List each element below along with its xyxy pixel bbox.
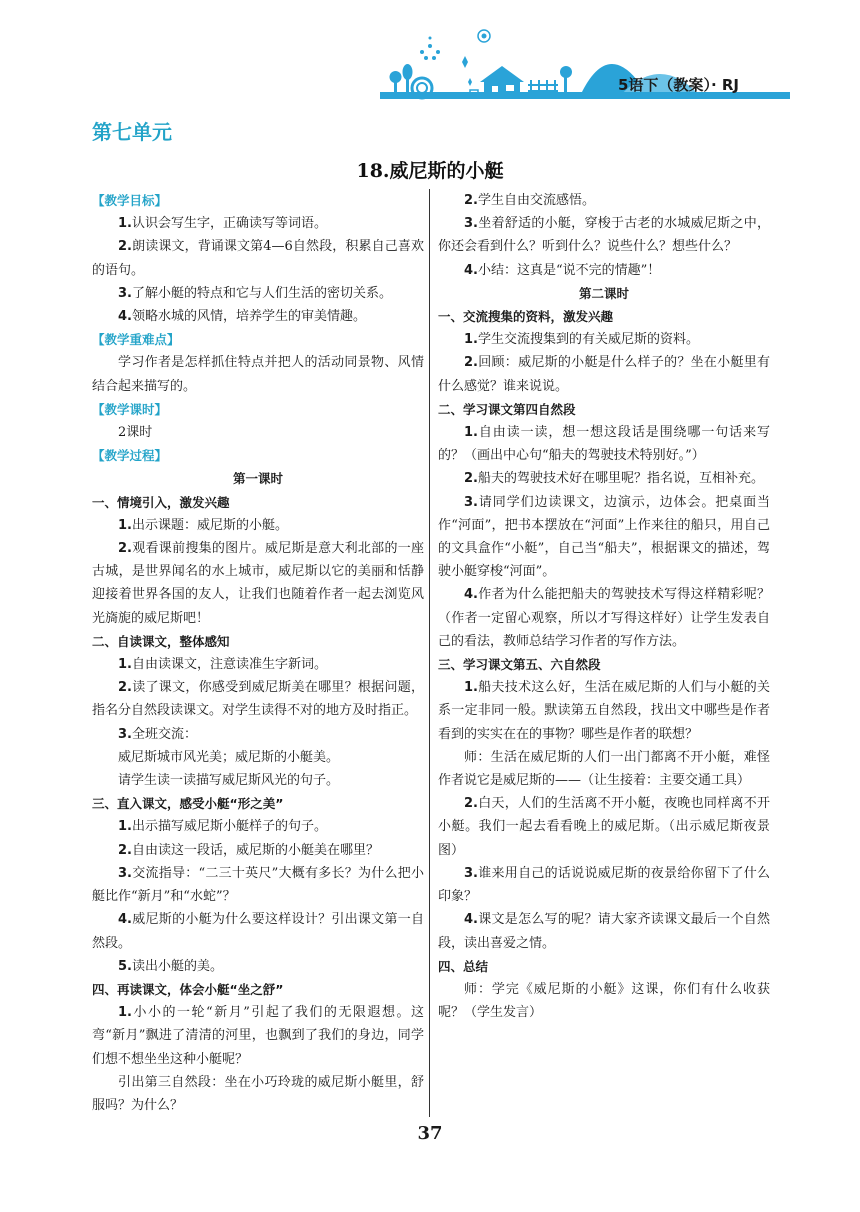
paragraph-text: 读了课文，你感受到威尼斯美在哪里？根据问题，指名分自然段读课文。对学生读得不对的地方及时指正。 — [92, 680, 424, 719]
item-number: 1. — [118, 657, 132, 673]
paragraph-text: 交流指导：“二三十英尺”大概有多长？为什么把小艇比作“新月”和“水蛇”？ — [92, 865, 424, 905]
paragraph — [92, 769, 424, 792]
paragraph-text: 读出小艇的美。 — [131, 958, 223, 974]
section-tag: 【教学重难点】 — [92, 332, 180, 348]
paragraph — [92, 955, 424, 978]
paragraph — [438, 908, 770, 954]
left-column — [92, 189, 424, 1117]
paragraph — [92, 537, 424, 630]
page-number: 37 — [417, 1123, 443, 1144]
paragraph — [438, 862, 770, 908]
lesson-title: 18.威尼斯的小艇 — [356, 160, 504, 182]
paragraph — [438, 746, 770, 792]
section-heading: 四、总结 — [438, 958, 489, 974]
paragraph — [438, 212, 770, 258]
paragraph-text: 师：学完《威尼斯的小艇》这课，你们有什么收获呢？（学生发言） — [438, 981, 770, 1021]
item-number: 1. — [118, 216, 132, 232]
paragraph-text: 学生自由交流感悟。 — [477, 193, 595, 208]
paragraph — [438, 351, 770, 397]
item-number: 2. — [118, 680, 132, 696]
paragraph-text: 引出第三自然段：坐在小巧玲珑的威尼斯小艇里，舒服吗？为什么？ — [92, 1074, 424, 1113]
item-number: 3. — [118, 285, 132, 301]
paragraph — [92, 908, 424, 954]
item-number: 2. — [464, 193, 478, 208]
paragraph-text: 学习作者是怎样抓住特点并把人的活动同景物、风情结合起来描写的。 — [92, 355, 424, 394]
paragraph — [438, 421, 770, 467]
paragraph — [92, 351, 424, 397]
header-label: 5语下（教案）· RJ — [618, 76, 739, 94]
paragraph — [92, 746, 424, 769]
item-number: 4. — [118, 912, 132, 928]
paragraph — [92, 815, 424, 838]
section-heading: 二、学习课文第四自然段 — [438, 401, 576, 417]
item-number: 4. — [118, 309, 132, 325]
paragraph-text: 2课时 — [118, 425, 153, 441]
item-number: 2. — [118, 239, 132, 255]
item-number: 1. — [118, 517, 132, 533]
unit-title: 第七单元 — [92, 120, 172, 144]
paragraph-text: 领略水城的风情，培养学生的审美情趣。 — [131, 309, 366, 325]
section-tag: 【教学课时】 — [92, 401, 168, 417]
item-number: 3. — [118, 726, 132, 742]
section-heading: 一、情境引入，激发兴趣 — [92, 494, 230, 510]
section-heading: 一、交流搜集的资料，激发兴趣 — [438, 309, 614, 325]
section-heading: 四、再读课文，体会小艇“坐之舒” — [92, 981, 284, 997]
paragraph-text: 威尼斯城市风光美；威尼斯的小艇美。 — [118, 749, 340, 765]
paragraph-text: 威尼斯的小艇为什么要这样设计？引出课文第一自然段。 — [92, 912, 424, 951]
item-number: 3. — [464, 865, 478, 881]
paragraph-text: 了解小艇的特点和它与人们生活的密切关系。 — [131, 285, 392, 301]
paragraph — [438, 467, 770, 490]
item-number: 1. — [464, 332, 478, 348]
item-number: 5. — [118, 958, 132, 974]
paragraph-text: 请学生读一读描写威尼斯风光的句子。 — [118, 773, 340, 789]
paragraph — [438, 189, 770, 212]
paragraph-text: 船夫的驾驶技术好在哪里呢？指名说，互相补充。 — [477, 471, 764, 487]
section-heading: 三、学习课文第五、六自然段 — [438, 657, 601, 673]
paragraph — [438, 328, 770, 351]
paragraph-text: 师：生活在威尼斯的人们一出门都离不开小艇，难怪作者说它是威尼斯的——（让生接着：主要交通工具） — [438, 749, 770, 789]
item-number: 4. — [464, 262, 478, 278]
paragraph-text: 请同学们边读课文，边演示，边体会。把桌面当作“河面”，把书本摆放在“河面”上作来往的船只，用自己的文具盒作“小艇”，自己当“船夫”，根据课文的描述，驾驶小艇穿梭“河面”。 — [438, 494, 770, 580]
right-column — [438, 189, 770, 1024]
section-tag: 【教学过程】 — [92, 448, 168, 464]
paragraph — [92, 839, 424, 862]
paragraph-text: 白天，人们的生活离不开小艇，夜晚也同样离不开小艇。我们一起去看看晚上的威尼斯。（出示威尼斯夜景图） — [438, 796, 770, 858]
item-number: 4. — [464, 587, 478, 603]
column-divider — [429, 189, 430, 1117]
item-number: 1. — [118, 819, 132, 835]
paragraph — [92, 1001, 424, 1071]
paragraph-text: 谁来用自己的话说说威尼斯的夜景给你留下了什么印象？ — [438, 865, 770, 905]
paragraph-text: 回顾：威尼斯的小艇是什么样子的？坐在小艇里有什么感觉？谁来说说。 — [438, 355, 770, 394]
paragraph — [438, 978, 770, 1024]
paragraph — [92, 723, 424, 746]
paragraph — [92, 282, 424, 305]
item-number: 1. — [464, 425, 478, 441]
paragraph-text: 作者为什么能把船夫的驾驶技术写得这样精彩呢？（作者一定留心观察，所以才写得这样好）让学生发表自己的看法，教师总结学习作者的写作方法。 — [438, 587, 770, 649]
item-number: 2. — [464, 796, 478, 812]
paragraph-text: 出示描写威尼斯小艇样子的句子。 — [131, 819, 327, 835]
paragraph-text: 船夫技术这么好，生活在威尼斯的人们与小艇的关系一定非同一般。默读第五自然段，找出文中哪些是作者看到的实实在在的事物？哪些是作者的联想？ — [438, 680, 770, 742]
period-heading: 第二课时 — [578, 285, 629, 301]
paragraph — [438, 792, 770, 862]
paragraph — [92, 514, 424, 537]
item-number: 2. — [464, 471, 478, 487]
item-number: 1. — [464, 680, 478, 696]
paragraph-text: 坐着舒适的小艇，穿梭于古老的水城威尼斯之中，你还会看到什么？听到什么？说些什么？想些什么？ — [438, 216, 770, 255]
paragraph-text: 小结：这真是“说不完的情趣”！ — [477, 262, 661, 278]
paragraph — [92, 862, 424, 908]
paragraph-text: 观看课前搜集的图片。威尼斯是意大利北部的一座古城，是世界闻名的水上城市，威尼斯以它的美丽和恬静迎接着世界各国的友人，让我们也随着作者一起去浏览风光旖旎的威尼斯吧！ — [92, 541, 424, 626]
paragraph — [92, 676, 424, 722]
item-number: 3. — [464, 216, 478, 232]
paragraph-text: 课文是怎么写的呢？请大家齐读课文最后一个自然段，读出喜爱之情。 — [438, 912, 770, 951]
paragraph — [438, 583, 770, 653]
paragraph — [438, 676, 770, 746]
paragraph — [92, 212, 424, 235]
section-tag: 【教学目标】 — [92, 193, 168, 208]
item-number: 3. — [118, 865, 132, 881]
section-heading: 三、直入课文，感受小艇“形之美” — [92, 796, 284, 812]
paragraph-text: 出示课题：威尼斯的小艇。 — [131, 517, 288, 533]
paragraph — [438, 259, 770, 282]
item-number: 2. — [118, 541, 132, 557]
paragraph-text: 全班交流： — [131, 726, 197, 742]
paragraph — [92, 305, 424, 328]
paragraph — [92, 421, 424, 444]
paragraph — [438, 491, 770, 584]
item-number: 2. — [118, 842, 132, 858]
item-number: 2. — [464, 355, 478, 371]
paragraph-text: 小小的一轮“新月”引起了我们的无限遐想。这弯“新月”飘进了清清的河里，也飘到了我们的身边，同学们想不想坐坐这种小艇呢？ — [92, 1005, 424, 1067]
item-number: 1. — [118, 1005, 132, 1021]
paragraph-text: 学生交流搜集到的有关威尼斯的资料。 — [477, 332, 699, 348]
item-number: 4. — [464, 912, 478, 928]
paragraph-text: 自由读一读，想一想这段话是围绕哪一句话来写的？（画出中心句“船夫的驾驶技术特别好。”） — [438, 425, 770, 464]
paragraph — [92, 653, 424, 676]
paragraph-text: 朗读课文，背诵课文第4—6自然段，积累自己喜欢的语句。 — [92, 239, 424, 278]
paragraph — [92, 235, 424, 281]
period-heading: 第一课时 — [232, 471, 283, 487]
item-number: 3. — [464, 494, 478, 510]
paragraph-text: 认识会写生字，正确读写等词语。 — [131, 216, 327, 232]
section-heading: 二、自读课文，整体感知 — [92, 633, 230, 649]
paragraph-text: 自由读课文，注意读准生字新词。 — [131, 657, 327, 673]
paragraph-text: 自由读这一段话，威尼斯的小艇美在哪里？ — [131, 842, 379, 858]
paragraph — [92, 1071, 424, 1117]
